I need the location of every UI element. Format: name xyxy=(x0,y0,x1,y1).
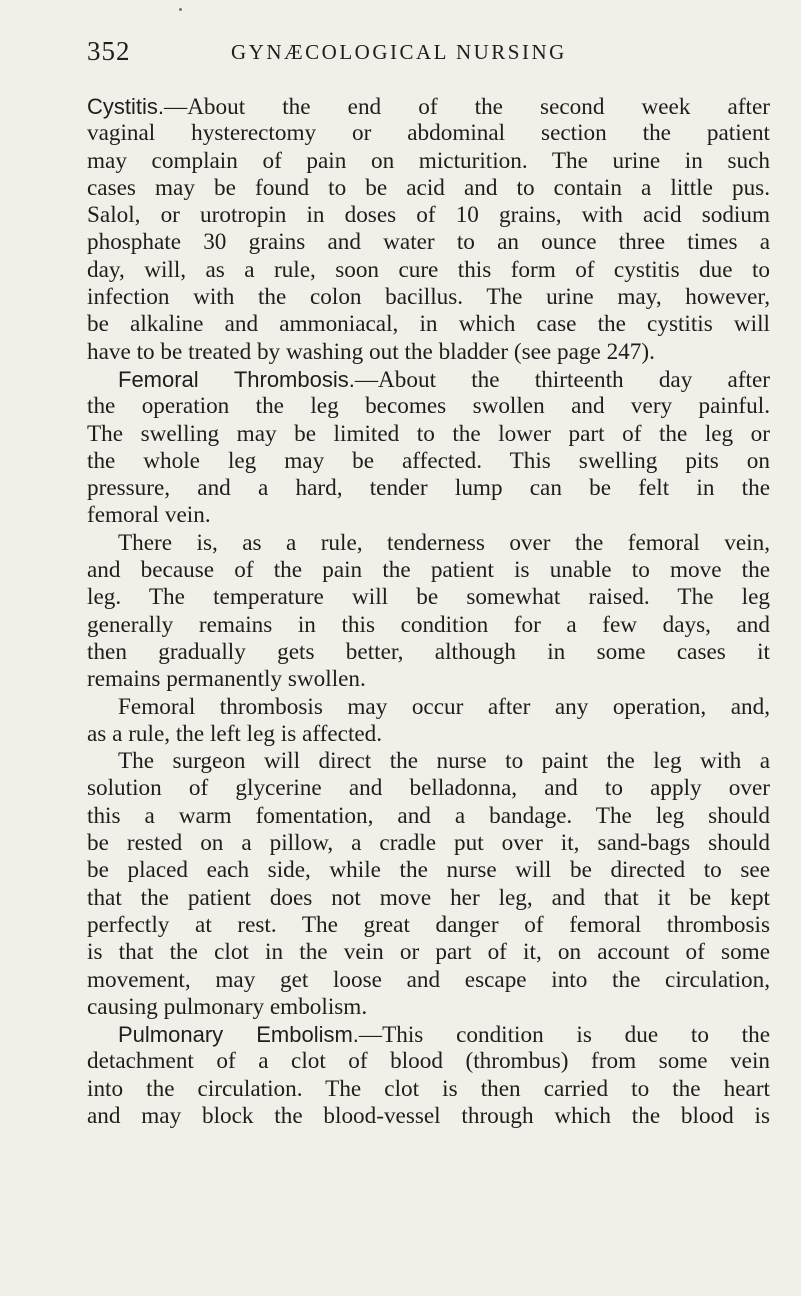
text-line: may complain of pain on micturition. The urine in such xyxy=(87,147,770,174)
text-line: leg. The temperature will be somewhat raised. The leg xyxy=(87,584,770,611)
body-text xyxy=(87,93,770,1130)
section-heading-pulmonary-embolism: Pulmonary Embolism. xyxy=(118,1022,359,1048)
text-line: as a rule, the left leg is affected. xyxy=(87,720,383,747)
text-line: cases may be found to be acid and to contain a little pus. xyxy=(87,174,770,201)
page-number: 352 xyxy=(87,36,131,66)
print-speck xyxy=(179,8,182,11)
text-line: then gradually gets better, although in some cases it xyxy=(87,638,770,665)
running-head xyxy=(87,36,747,76)
text-line: vaginal hysterectomy or abdominal section the patient xyxy=(87,120,770,147)
text-line: the operation the leg becomes swollen and very painful. xyxy=(87,393,770,420)
text-line: detachment of a clot of blood (thrombus) from some vein xyxy=(87,1048,770,1075)
text-line: is that the clot in the vein or part of it, on account of some xyxy=(87,939,770,966)
running-title: GYNÆCOLOGICAL NURSING xyxy=(231,40,567,64)
text-line: movement, may get loose and escape into the circulation, xyxy=(87,966,770,993)
text-line: be alkaline and ammoniacal, in which case the cystitis will xyxy=(87,311,770,338)
text-line: generally remains in this condition for a few days, and xyxy=(87,611,770,638)
section-heading-cystitis: Cystitis. xyxy=(87,94,164,119)
text-line: this a warm fomentation, and a bandage. The leg should xyxy=(87,802,770,829)
text-line: the whole leg may be affected. This swelling pits on xyxy=(87,447,770,474)
text-line: phosphate 30 grains and water to an ounce three times a xyxy=(87,229,770,256)
text-line: The swelling may be limited to the lower part of the leg or xyxy=(87,420,770,447)
text-line: Femoral Thrombosis.—About the thirteenth day after xyxy=(118,366,770,393)
text-line: causing pulmonary embolism. xyxy=(87,993,368,1020)
text-line: Cystitis.—About the end of the second week after xyxy=(87,94,770,120)
text-line: and because of the pain the patient is unable to move the xyxy=(87,557,770,584)
text-line: and may block the blood-vessel through which the blood is xyxy=(87,1102,770,1129)
text-line: pressure, and a hard, tender lump can be felt in the xyxy=(87,475,770,502)
text-line: Salol, or urotropin in doses of 10 grains, with acid sodium xyxy=(87,202,770,229)
text-line: into the circulation. The clot is then carried to the heart xyxy=(87,1075,770,1102)
text-line: remains permanently swollen. xyxy=(87,666,366,693)
text-line: perfectly at rest. The great danger of femoral thrombosis xyxy=(87,911,770,938)
text-line: solution of glycerine and belladonna, and to apply over xyxy=(87,775,770,802)
section-heading-femoral-thrombosis: Femoral Thrombosis. xyxy=(118,366,355,392)
text-line: be rested on a pillow, a cradle put over it, sand-bags should xyxy=(87,830,770,857)
text-line: femoral vein. xyxy=(87,502,211,529)
text-line: infection with the colon bacillus. The urine may, however, xyxy=(87,284,770,311)
text-line: Pulmonary Embolism.—This condition is due to the xyxy=(118,1022,771,1049)
text-line: Femoral thrombosis may occur after any operation, and, xyxy=(118,693,770,720)
text-line: The surgeon will direct the nurse to paint the leg with a xyxy=(118,748,770,775)
text-line: have to be treated by washing out the bladder (see page 247). xyxy=(87,338,655,365)
text-line: There is, as a rule, tenderness over the femoral vein, xyxy=(118,529,770,556)
text-line: day, will, as a rule, soon cure this form of cystitis due to xyxy=(87,256,770,283)
text-line: be placed each side, while the nurse will be directed to see xyxy=(87,857,770,884)
text-line: that the patient does not move her leg, and that it be kept xyxy=(87,884,770,911)
